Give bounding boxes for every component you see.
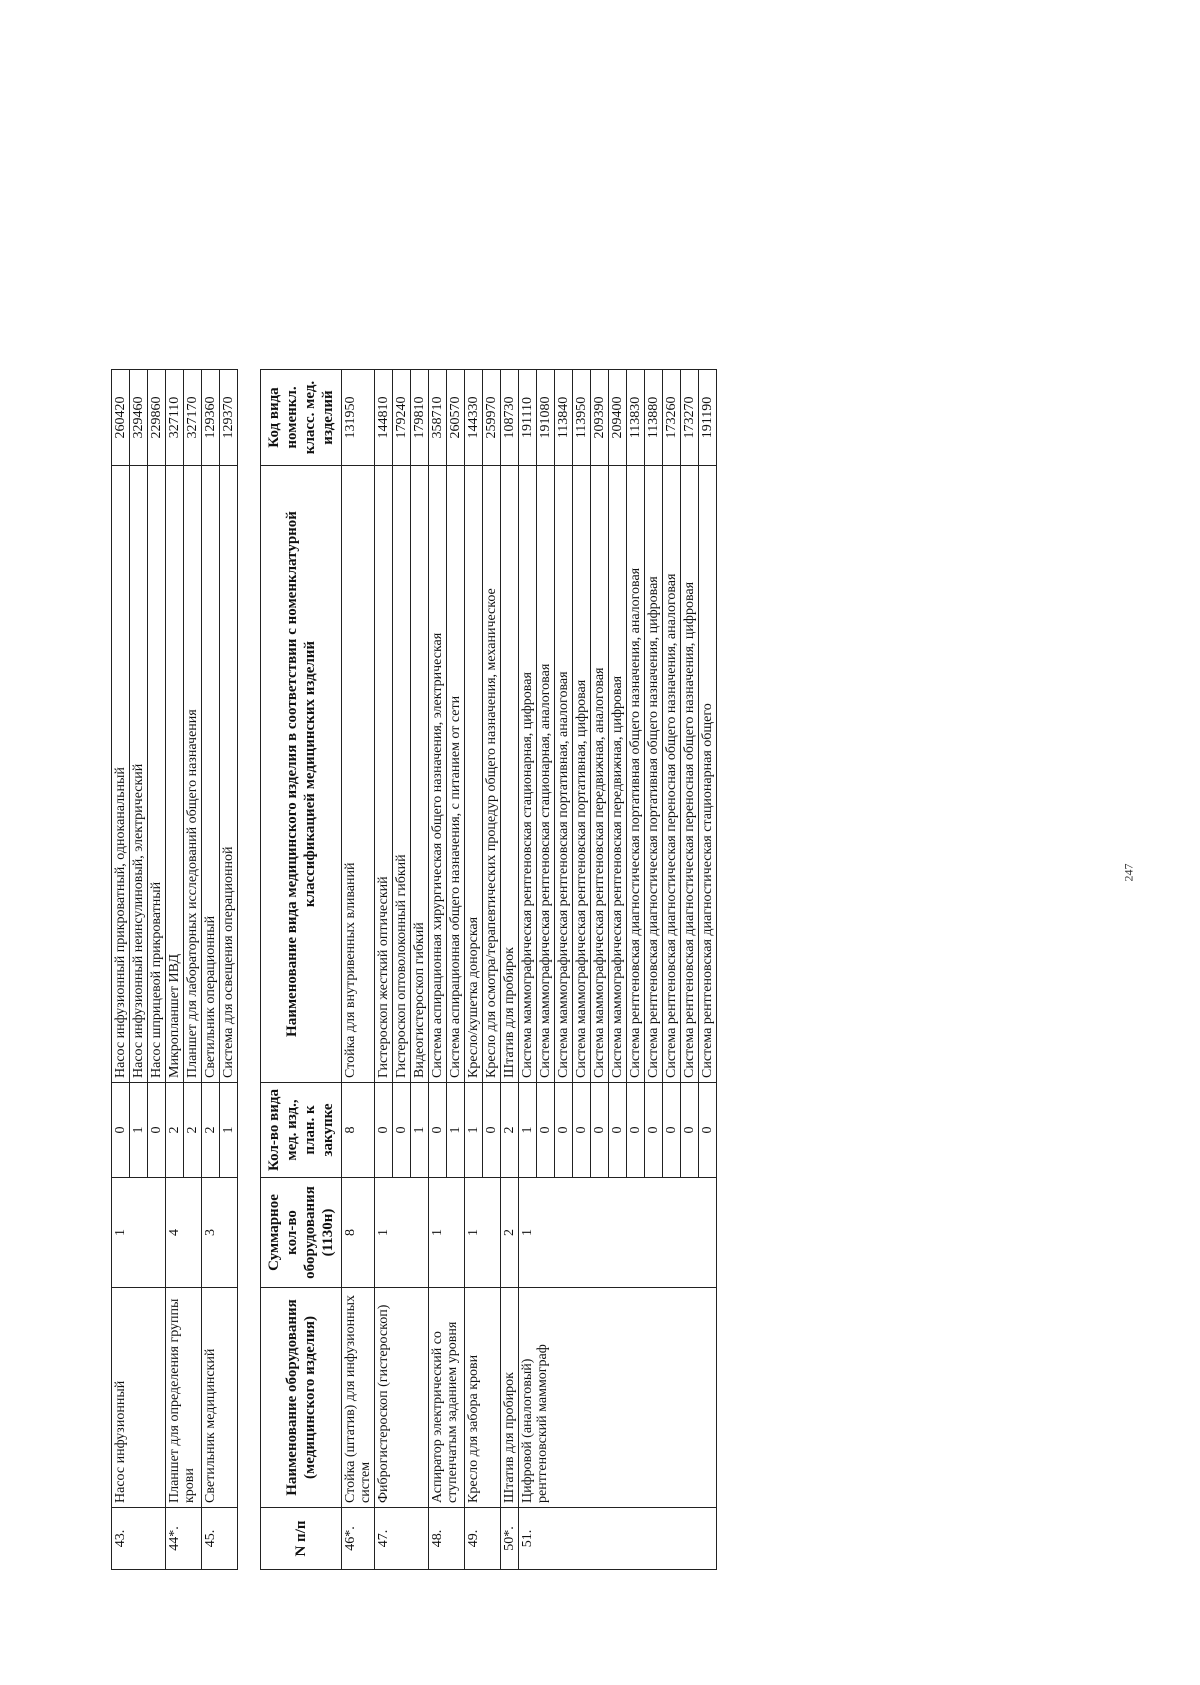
table-row: [501, 370, 519, 1570]
header-row: [261, 370, 342, 1570]
kind-quantity: 0: [663, 1083, 681, 1178]
table-row: [166, 370, 184, 1570]
item-number: 49.: [465, 1508, 501, 1570]
total-quantity: 1: [465, 1178, 501, 1288]
total-quantity: 2: [501, 1178, 519, 1288]
equipment-name: Фиброгистероскоп (гистероскоп): [375, 1288, 429, 1508]
kind-code: 144810: [375, 370, 393, 466]
kind-quantity: 1: [465, 1083, 483, 1178]
equipment-name: Кресло для забора крови: [465, 1288, 501, 1508]
equipment-name: Насос инфузионный: [112, 1288, 166, 1508]
equipment-name: Планшет для определения группы крови: [166, 1288, 202, 1508]
table-continuation-body: [112, 370, 238, 1570]
kind-quantity: 0: [681, 1083, 699, 1178]
kind-code: 329460: [130, 370, 148, 466]
kind-quantity: 0: [148, 1083, 166, 1178]
kind-name: Стойка для внутривенных вливаний: [342, 466, 375, 1083]
kind-quantity: 0: [609, 1083, 627, 1178]
header-n: N п/п: [261, 1508, 342, 1570]
kind-code: 260570: [447, 370, 465, 466]
kind-quantity: 0: [591, 1083, 609, 1178]
kind-quantity: 1: [519, 1083, 537, 1178]
rotated-page-content: [111, 370, 717, 1570]
kind-code: 131950: [342, 370, 375, 466]
kind-name: Система маммографическая рентгеновская портативная, цифровая: [573, 466, 591, 1083]
kind-name: Система для освещения операционной: [220, 466, 238, 1083]
kind-name: Система рентгеновская диагностическая портативная общего назначения, цифровая: [645, 466, 663, 1083]
kind-name: Насос шприцевой прикроватный: [148, 466, 166, 1083]
kind-name: Система рентгеновская диагностическая стационарная общего: [699, 466, 717, 1083]
kind-name: Система аспирационная хирургическая общего назначения, электрическая: [429, 466, 447, 1083]
table-continuation: [111, 369, 238, 1570]
header-kind-name: Наименование вида медицинского изделия в соответствии с номенклатурной классификацией медицинских изделий: [261, 466, 342, 1083]
item-number: 45.: [202, 1508, 238, 1570]
kind-code: 209400: [609, 370, 627, 466]
kind-name: Насос инфузионный неинсулиновый, электрический: [130, 466, 148, 1083]
kind-quantity: 2: [501, 1083, 519, 1178]
kind-code: 191080: [537, 370, 555, 466]
item-number: 46*.: [342, 1508, 375, 1570]
kind-quantity: 0: [699, 1083, 717, 1178]
table-row: [375, 370, 393, 1570]
equipment-name: Стойка (штатив) для инфузионных систем: [342, 1288, 375, 1508]
kind-code: 260420: [112, 370, 130, 466]
item-number: 51.: [519, 1508, 717, 1570]
kind-name: Гистероскоп жесткий оптический: [375, 466, 393, 1083]
kind-name: Система маммографическая рентгеновская стационарная, цифровая: [519, 466, 537, 1083]
kind-quantity: 2: [184, 1083, 202, 1178]
kind-quantity: 2: [202, 1083, 220, 1178]
table-row: [202, 370, 220, 1570]
header-total: Суммарное кол-во оборудования (1130н): [261, 1178, 342, 1288]
header-equipment: Наименование оборудования (медицинского изделия): [261, 1288, 342, 1508]
kind-code: 129370: [220, 370, 238, 466]
kind-name: Система аспирационная общего назначения, с питанием от сети: [447, 466, 465, 1083]
item-number: 50*.: [501, 1508, 519, 1570]
table-main: [260, 369, 717, 1570]
kind-code: 113880: [645, 370, 663, 466]
kind-name: Штатив для пробирок: [501, 466, 519, 1083]
kind-quantity: 0: [429, 1083, 447, 1178]
page-number: 247: [1121, 863, 1136, 882]
kind-name: Система маммографическая рентгеновская портативная, аналоговая: [555, 466, 573, 1083]
kind-quantity: 2: [166, 1083, 184, 1178]
kind-name: Система рентгеновская диагностическая переносная общего назначения, аналоговая: [663, 466, 681, 1083]
kind-name: Гистероскоп оптоволоконный гибкий: [393, 466, 411, 1083]
kind-code: 191110: [519, 370, 537, 466]
kind-code: 144330: [465, 370, 483, 466]
kind-name: Система рентгеновская диагностическая переносная общего назначения, цифровая: [681, 466, 699, 1083]
kind-name: Система маммографическая рентгеновская стационарная, аналоговая: [537, 466, 555, 1083]
equipment-name: Аспиратор электрический со ступенчатым заданием уровня: [429, 1288, 465, 1508]
equipment-name: Светильник медицинский: [202, 1288, 238, 1508]
total-quantity: 1: [375, 1178, 429, 1288]
kind-name: Светильник операционный: [202, 466, 220, 1083]
kind-code: 113950: [573, 370, 591, 466]
kind-code: 179810: [411, 370, 429, 466]
total-quantity: 3: [202, 1178, 238, 1288]
total-quantity: 8: [342, 1178, 375, 1288]
table-row: [429, 370, 447, 1570]
kind-code: 179240: [393, 370, 411, 466]
kind-code: 173260: [663, 370, 681, 466]
kind-code: 129360: [202, 370, 220, 466]
kind-code: 259970: [483, 370, 501, 466]
kind-code: 108730: [501, 370, 519, 466]
item-number: 47.: [375, 1508, 429, 1570]
item-number: 48.: [429, 1508, 465, 1570]
kind-code: 191190: [699, 370, 717, 466]
table-row: [112, 370, 130, 1570]
equipment-name: Штатив для пробирок: [501, 1288, 519, 1508]
kind-quantity: 8: [342, 1083, 375, 1178]
table-row: [519, 370, 537, 1570]
total-quantity: 1: [112, 1178, 166, 1288]
kind-name: Система маммографическая рентгеновская передвижная, аналоговая: [591, 466, 609, 1083]
kind-name: Кресло для осмотра/терапевтических процедур общего назначения, механическое: [483, 466, 501, 1083]
item-number: 44*.: [166, 1508, 202, 1570]
kind-code: 113840: [555, 370, 573, 466]
kind-code: 209390: [591, 370, 609, 466]
kind-quantity: 0: [555, 1083, 573, 1178]
header-code: Код вида номенкл. класс. мед. изделий: [261, 370, 342, 466]
table-row: [342, 370, 375, 1570]
kind-quantity: 0: [393, 1083, 411, 1178]
kind-code: 358710: [429, 370, 447, 466]
kind-quantity: 0: [112, 1083, 130, 1178]
kind-quantity: 1: [411, 1083, 429, 1178]
kind-name: Планшет для лабораторных исследований общего назначения: [184, 466, 202, 1083]
header-qty: Кол-во вида мед. изд., план. к закупке: [261, 1083, 342, 1178]
kind-quantity: 0: [537, 1083, 555, 1178]
kind-name: Система маммографическая рентгеновская передвижная, цифровая: [609, 466, 627, 1083]
kind-quantity: 0: [573, 1083, 591, 1178]
kind-quantity: 0: [627, 1083, 645, 1178]
kind-code: 229860: [148, 370, 166, 466]
kind-name: Насос инфузионный прикроватный, одноканальный: [112, 466, 130, 1083]
kind-code: 113830: [627, 370, 645, 466]
kind-code: 327170: [184, 370, 202, 466]
table-main-body: [342, 370, 717, 1570]
kind-quantity: 0: [375, 1083, 393, 1178]
kind-code: 173270: [681, 370, 699, 466]
kind-name: Кресло/кушетка донорская: [465, 466, 483, 1083]
total-quantity: 1: [429, 1178, 465, 1288]
item-number: 43.: [112, 1508, 166, 1570]
kind-quantity: 0: [645, 1083, 663, 1178]
kind-name: Микропланшет ИВД: [166, 466, 184, 1083]
total-quantity: 4: [166, 1178, 202, 1288]
total-quantity: 1: [519, 1178, 717, 1288]
kind-quantity: 1: [130, 1083, 148, 1178]
kind-name: Система рентгеновская диагностическая портативная общего назначения, аналоговая: [627, 466, 645, 1083]
kind-quantity: 1: [220, 1083, 238, 1178]
table-row: [465, 370, 483, 1570]
kind-quantity: 1: [447, 1083, 465, 1178]
kind-code: 327110: [166, 370, 184, 466]
kind-quantity: 0: [483, 1083, 501, 1178]
kind-name: Видеогистероскоп гибкий: [411, 466, 429, 1083]
equipment-name: Цифровой (аналоговый) рентгеновский маммограф: [519, 1288, 717, 1508]
